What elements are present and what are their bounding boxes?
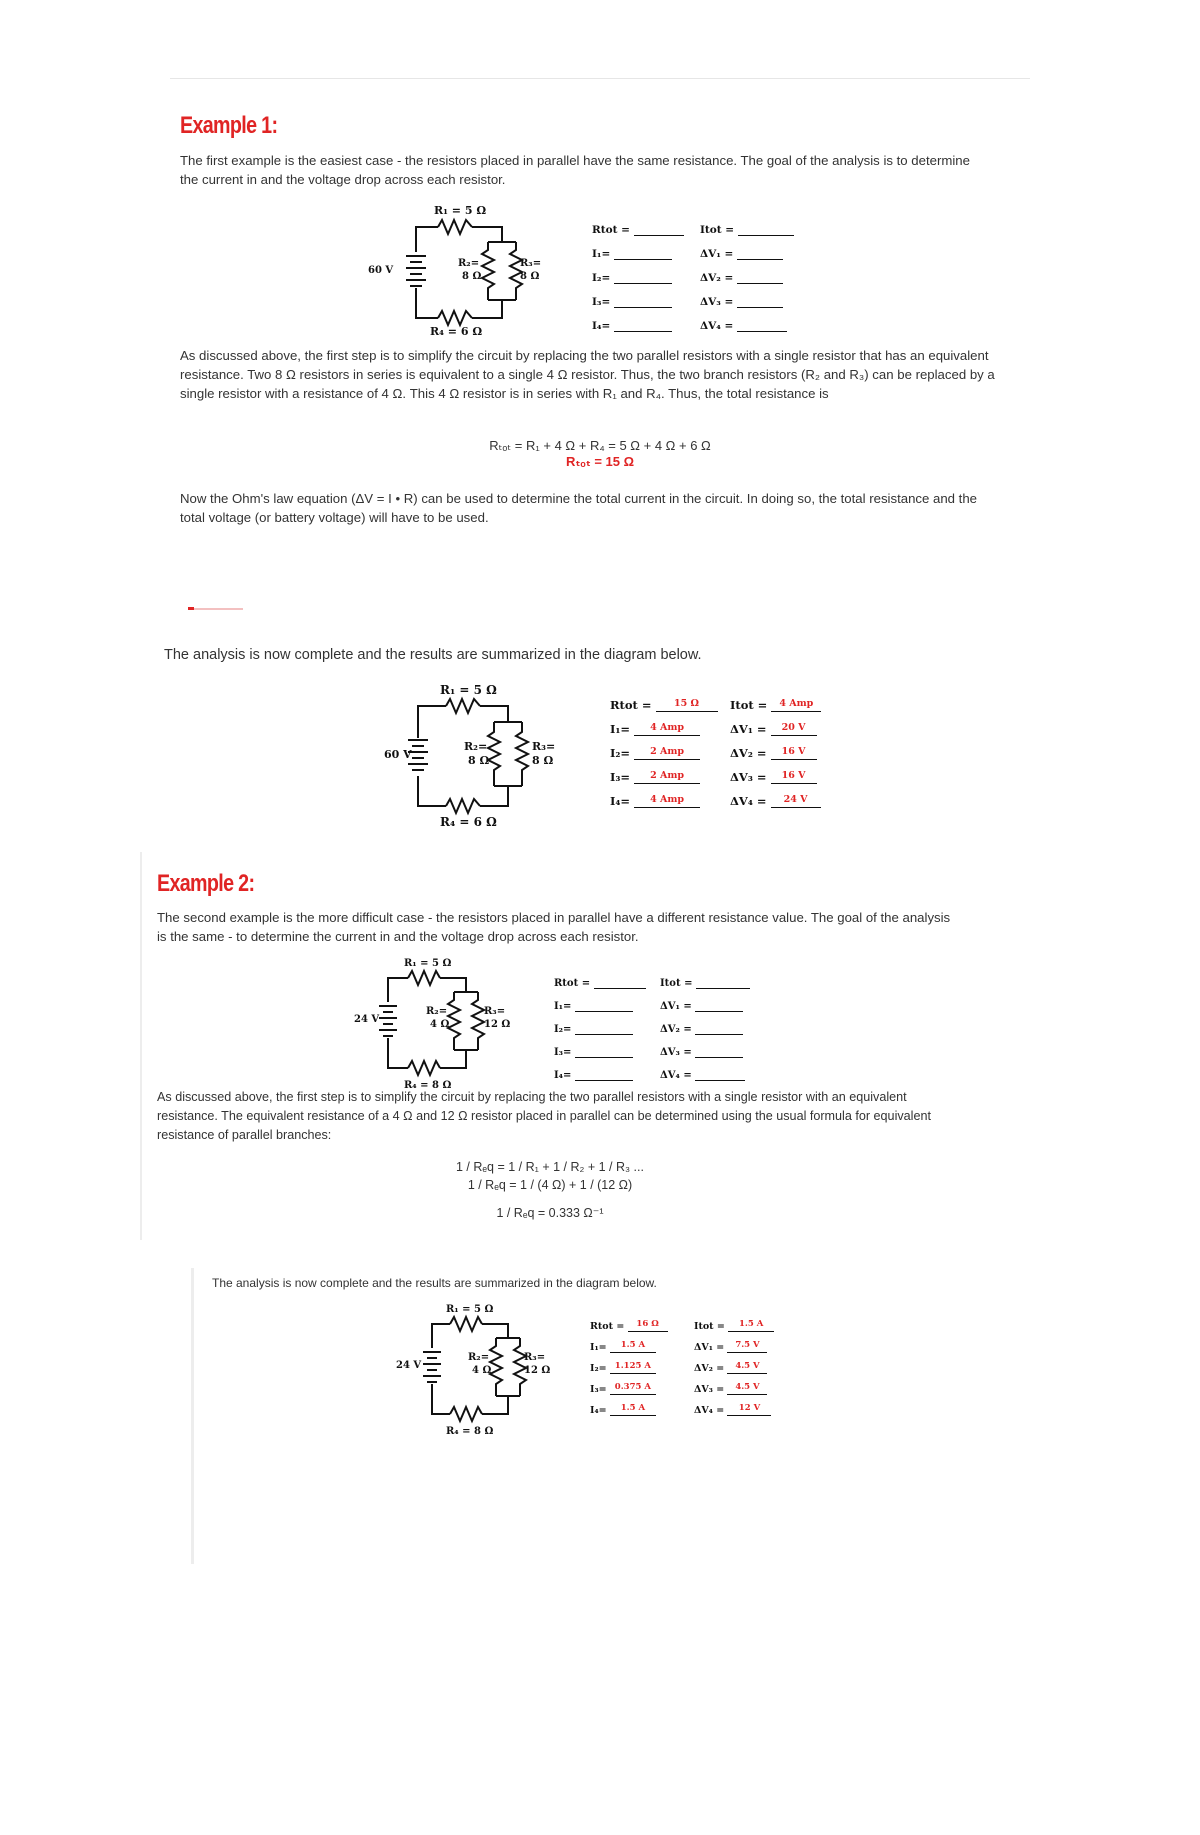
label: ΔV₂ =: [694, 1363, 725, 1374]
example1-intro: The first example is the easiest case - the resistors placed in parallel have the same resistance. The goal of the analysis is to determine the current in and the voltage drop across each resistor.: [180, 153, 970, 187]
answer-value: 1.5 A: [728, 1318, 774, 1332]
r3-value: 12 Ω: [484, 1019, 511, 1030]
label: Rtot =: [610, 698, 652, 712]
answer-value: 12 V: [727, 1402, 771, 1416]
example2-circuit: [350, 954, 540, 1090]
r3-label: R₃=: [484, 1006, 506, 1017]
answer-blank: [634, 222, 684, 236]
battery-label: 60 V: [368, 265, 394, 276]
label: ΔV₁ =: [660, 1001, 692, 1012]
label: ΔV₂ =: [700, 272, 734, 284]
label: ΔV₃ =: [730, 770, 767, 784]
answer-value: 1.5 A: [610, 1402, 656, 1416]
example1-circuit: [368, 200, 558, 338]
summary1-text: The analysis is now complete and the results are summarized in the diagram below.: [164, 647, 702, 663]
label: I₁=: [592, 248, 611, 260]
label: Itot =: [700, 224, 735, 236]
answer-value: 2 Amp: [634, 770, 700, 784]
label: I₂=: [592, 272, 611, 284]
answer-blank: [737, 270, 783, 284]
label: ΔV₄ =: [660, 1070, 692, 1081]
label: ΔV₁ =: [730, 722, 767, 736]
answer-value: 4.5 V: [727, 1360, 767, 1374]
summary2-left-border: [191, 1268, 194, 1564]
r2-value: 8 Ω: [462, 271, 482, 282]
label: ΔV₃ =: [700, 296, 734, 308]
r1-zigzag: [438, 220, 472, 234]
r1-label: R₁ = 5 Ω: [404, 958, 452, 969]
answer-value: 4 Amp: [634, 722, 700, 736]
label: Rtot =: [554, 978, 591, 989]
label: Rtot =: [592, 224, 630, 236]
top-divider: [170, 78, 1030, 79]
example2-heading: Example 2:: [157, 870, 255, 897]
label: I₂=: [610, 746, 631, 760]
label: I₂=: [554, 1024, 572, 1035]
label: ΔV₃ =: [694, 1384, 725, 1395]
answer-blank: [614, 270, 672, 284]
example2-step-text: As discussed above, the first step is to simplify the circuit by replacing the two parallel resistors with a single resistor with an equivalent resistance. The equivalent resistance of a 4 Ω and 12 Ω resistor placed in parallel can be determined using the usual formula for equivalent resistance of parallel branches:: [157, 1090, 931, 1142]
label: ΔV₄ =: [694, 1405, 725, 1416]
answer-blank: [575, 1021, 633, 1035]
label: I₃=: [610, 770, 631, 784]
r2-value: 4 Ω: [472, 1365, 492, 1376]
answer-blank: [737, 246, 783, 260]
answer-value: 16 V: [771, 746, 817, 760]
answer-value: 4 Amp: [634, 794, 700, 808]
answer-blank: [695, 1067, 745, 1081]
label: ΔV₃ =: [660, 1047, 692, 1058]
label: I₁=: [554, 1001, 572, 1012]
example2-equations: [380, 1158, 720, 1222]
example2-left-border: [140, 852, 142, 1240]
answer-value: 7.5 V: [727, 1339, 767, 1353]
answer-value: 4 Amp: [771, 698, 821, 712]
answer-value: 24 V: [771, 794, 821, 808]
label: I₁=: [590, 1342, 607, 1353]
example1-heading: Example 1:: [180, 112, 278, 139]
r2-value: 4 Ω: [430, 1019, 450, 1030]
answer-blank: [594, 975, 646, 989]
answer-blank: [737, 294, 783, 308]
example1-ohm-text: Now the Ohm's law equation (ΔV = I • R) can be used to determine the total current in the circuit. In doing so, the total resistance and the total voltage (or battery voltage) will have to be used.: [180, 491, 977, 525]
label: I₂=: [590, 1363, 607, 1374]
label: I₄=: [554, 1070, 572, 1081]
answer-value: 4.5 V: [727, 1381, 767, 1395]
label: Rtot =: [590, 1321, 625, 1332]
eq-line: 1 / Rₑq = 0.333 Ω⁻¹: [496, 1206, 604, 1220]
red-marker: [188, 608, 243, 610]
answer-blank: [738, 222, 794, 236]
label: Itot =: [660, 978, 693, 989]
label: ΔV₂ =: [660, 1024, 692, 1035]
label: I₃=: [554, 1047, 572, 1058]
summary1-circuit: [384, 680, 574, 828]
answer-blank: [695, 1021, 743, 1035]
label: I₄=: [592, 320, 611, 332]
label: I₃=: [592, 296, 611, 308]
eq-result: Rₜₒₜ = 15 Ω: [565, 454, 635, 469]
eq-line: 1 / Rₑq = 1 / R₁ + 1 / R₂ + 1 / R₃ ...: [456, 1160, 644, 1174]
eq-line: 1 / Rₑq = 1 / (4 Ω) + 1 / (12 Ω): [467, 1178, 633, 1192]
label: ΔV₄ =: [700, 320, 734, 332]
r2-label: R₂=: [458, 258, 480, 269]
eq-line: Rₜₒₜ = R₁ + 4 Ω + R₄ = 5 Ω + 4 Ω + 6 Ω: [489, 438, 711, 453]
answer-value: 20 V: [771, 722, 817, 736]
r3-label: R₃=: [532, 740, 556, 753]
r4-label: R₄ = 8 Ω: [404, 1080, 452, 1090]
r1-label: R₁ = 5 Ω: [434, 204, 487, 217]
label: I₃=: [590, 1384, 607, 1395]
answer-blank: [695, 1044, 743, 1058]
answer-value: 16 Ω: [628, 1318, 668, 1332]
answer-blank: [614, 294, 672, 308]
label: I₄=: [610, 794, 631, 808]
example1-step-text: As discussed above, the first step is to simplify the circuit by replacing the two parallel resistors with a single resistor that has an equivalent resistance. Two 8 Ω resistors in series is equivalent to a single 4 Ω resistor. Thus, the two branch resistors (R₂ and R₃) can be replaced by a single resistor with a resistance of 4 Ω. This 4 Ω resistor is in series with R₁ and R₄. Thus, the total resistance is: [180, 348, 995, 401]
answer-blank: [696, 975, 750, 989]
r2-label: R₂=: [426, 1006, 448, 1017]
label: I₄=: [590, 1405, 607, 1416]
r4-label: R₄ = 8 Ω: [446, 1426, 494, 1436]
label: ΔV₂ =: [730, 746, 767, 760]
r3-label: R₃=: [524, 1352, 546, 1363]
r2-label: R₂=: [468, 1352, 490, 1363]
label: Itot =: [730, 698, 768, 712]
answer-value: 16 V: [771, 770, 817, 784]
answer-blank: [695, 998, 743, 1012]
label: ΔV₁ =: [700, 248, 734, 260]
answer-blank: [614, 318, 672, 332]
example2-intro: The second example is the more difficult case - the resistors placed in parallel have a different resistance value. The goal of the analysis is the same - to determine the current in and the voltage drop across each resistor.: [157, 910, 951, 944]
summary2-circuit: [396, 1300, 576, 1436]
r3-value: 8 Ω: [532, 754, 554, 767]
battery-label: 24 V: [396, 1360, 422, 1371]
r1-label: R₁ = 5 Ω: [446, 1304, 494, 1315]
label: Itot =: [694, 1321, 725, 1332]
summary2-text: The analysis is now complete and the results are summarized in the diagram below.: [212, 1276, 657, 1290]
answer-blank: [575, 998, 633, 1012]
answer-blank: [614, 246, 672, 260]
r3-value: 8 Ω: [520, 271, 540, 282]
answer-blank: [575, 1067, 633, 1081]
answer-value: 2 Amp: [634, 746, 700, 760]
r3-value: 12 Ω: [524, 1365, 551, 1376]
r4-label: R₄ = 6 Ω: [440, 815, 497, 828]
answer-value: 15 Ω: [656, 698, 718, 712]
r2-label: R₂=: [464, 740, 488, 753]
answer-value: 0.375 A: [610, 1381, 656, 1395]
example1-equation: [340, 438, 860, 470]
answer-blank: [575, 1044, 633, 1058]
r3-label: R₃=: [520, 258, 542, 269]
r1-label: R₁ = 5 Ω: [440, 683, 497, 697]
answer-blank: [737, 318, 787, 332]
answer-value: 1.125 A: [610, 1360, 656, 1374]
label: ΔV₁ =: [694, 1342, 725, 1353]
label: I₁=: [610, 722, 631, 736]
battery-label: 60 V: [384, 748, 412, 761]
r2-value: 8 Ω: [468, 754, 490, 767]
label: ΔV₄ =: [730, 794, 767, 808]
r4-label: R₄ = 6 Ω: [430, 325, 483, 338]
answer-value: 1.5 A: [610, 1339, 656, 1353]
battery-label: 24 V: [354, 1014, 380, 1025]
